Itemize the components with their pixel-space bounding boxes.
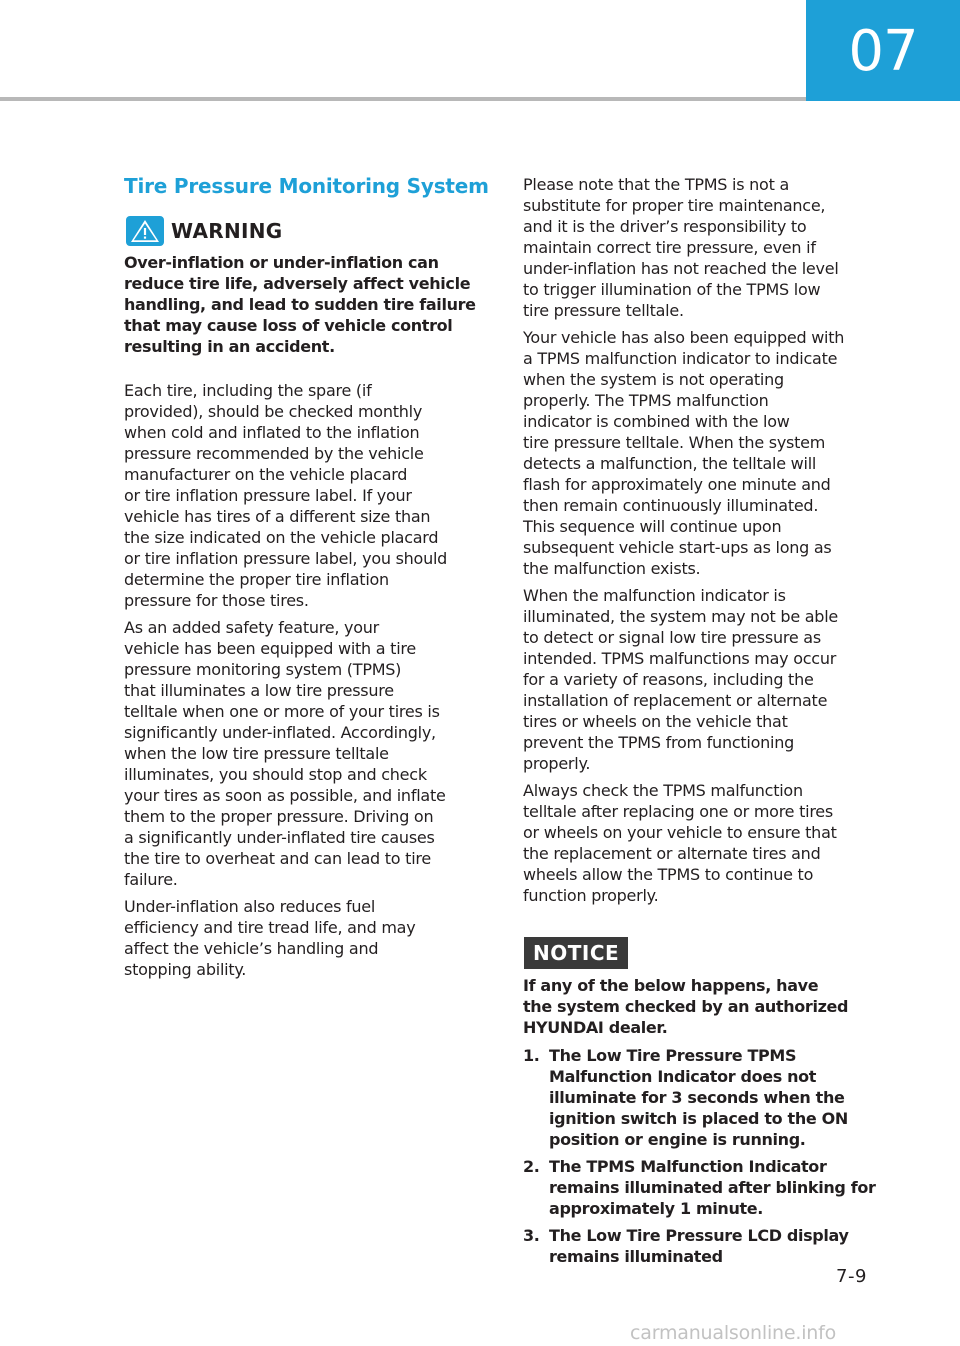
notice-intro: If any of the below happens, have the system checked by an authorized HYUNDAI dealer. [523, 976, 849, 1037]
page-number: 7-9 [836, 1266, 867, 1287]
right-column [523, 174, 891, 1273]
left-column [124, 172, 489, 986]
body-paragraph: Under-inflation also reduces fuel efficiency and tire tread life, and may affect the vehicle’s handling and stopping ability. [124, 897, 416, 979]
warning-triangle-icon [126, 216, 164, 246]
body-paragraph: Always check the TPMS malfunction telltale after replacing one or more tires or wheels on your vehicle to ensure that the replacement or alternate tires and wheels allow the TPMS to continue to function properly. [523, 781, 837, 905]
body-paragraph: When the malfunction indicator is illuminated, the system may not be able to detect or signal low tire pressure as intended. TPMS malfunctions may occur for a variety of reasons, including the installation of replacement or alternate tires or wheels on the vehicle that prevent the TPMS from functioning properly. [523, 586, 838, 773]
watermark: carmanualsonline.info [630, 1322, 837, 1344]
list-number: 2. [523, 1157, 540, 1176]
chapter-number: 07 [848, 19, 918, 84]
header-rule [0, 97, 806, 101]
list-number: 1. [523, 1046, 540, 1065]
body-paragraph: Please note that the TPMS is not a substitute for proper tire maintenance, and it is the driver’s responsibility to maintain correct tire pressure, even if under-inflation has not reached the level to trigger illumination of the TPMS low tire pressure telltale. [523, 175, 839, 320]
list-number: 3. [523, 1226, 540, 1245]
notice-list-item [523, 1225, 891, 1267]
list-text: The TPMS Malfunction Indicator remains illuminated after blinking for approximately 1 minute. [549, 1157, 876, 1218]
notice-list-item [523, 1045, 891, 1150]
warning-text: Over-inflation or under-inflation can reduce tire life, adversely affect vehicle handling, and lead to sudden tire failure that may cause loss of vehicle control resulting in an accident. [124, 253, 476, 356]
body-paragraph: As an added safety feature, your vehicle has been equipped with a tire pressure monitoring system (TPMS) that illuminates a low tire pressure telltale when one or more of your tires is significantly under-inflated. Accordingly, when the low tire pressure telltale illuminates, you should stop and check your tires as soon as possible, and inflate them to the proper pressure. Driving on a significantly under-inflated tire causes the tire to overheat and can lead to tire failure. [124, 618, 446, 889]
notice-list-item [523, 1156, 891, 1219]
list-text: The Low Tire Pressure TPMS Malfunction Indicator does not illuminate for 3 seconds when the ignition switch is placed to the ON position or engine is running. [549, 1046, 848, 1149]
section-title: Tire Pressure Monitoring System [124, 174, 489, 198]
warning-header [126, 216, 489, 246]
body-paragraph: Your vehicle has also been equipped with a TPMS malfunction indicator to indicate when the system is not operating properly. The TPMS malfunction indicator is combined with the low tire pressure telltale. When the system detects a malfunction, the telltale will flash for approximately one minute and then remain continuously illuminated. This sequence will continue upon subsequent vehicle start-ups as long as the malfunction exists. [523, 328, 845, 578]
list-text: The Low Tire Pressure LCD display remains illuminated [549, 1226, 849, 1266]
body-paragraph: Each tire, including the spare (if provided), should be checked monthly when cold and inflated to the inflation pressure recommended by the vehicle manufacturer on the vehicle placard or tire inflation pressure label. If your vehicle has tires of a different size than the size indicated on the vehicle placard or tire inflation pressure label, you should determine the proper tire inflation pressure for those tires. [124, 381, 448, 610]
notice-list [523, 1045, 891, 1267]
warning-label: WARNING [171, 219, 283, 243]
chapter-tab [806, 0, 960, 101]
notice-badge: NOTICE [524, 937, 628, 969]
